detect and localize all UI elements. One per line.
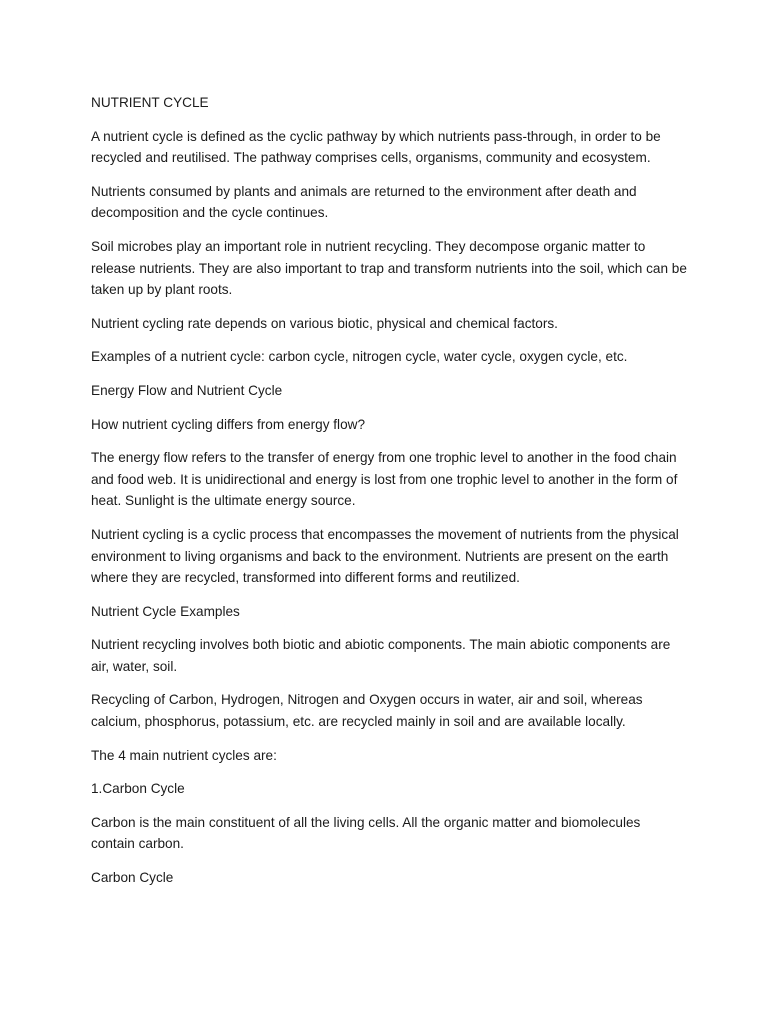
section-heading-examples: Nutrient Cycle Examples	[91, 603, 240, 619]
document-title: NUTRIENT CYCLE	[91, 95, 209, 110]
subheading-carbon-cycle: Carbon Cycle	[91, 870, 174, 886]
document-body	[91, 92, 687, 901]
paragraph-definition: A nutrient cycle is defined as the cyclic pathway by which nutrients pass-through, in order to be recycled and reutilised. The pathway comprises cells, organisms, community and ecosystem.	[91, 128, 661, 166]
paragraph-examples: Examples of a nutrient cycle: carbon cycle, nitrogen cycle, water cycle, oxygen cycle, etc.	[91, 349, 628, 365]
paragraph-main-cycles-intro: The 4 main nutrient cycles are:	[91, 747, 277, 763]
list-item-carbon-cycle: 1.Carbon Cycle	[91, 781, 185, 797]
paragraph-carbon: Carbon is the main constituent of all the living cells. All the organic matter and biomolecules contain carbon.	[91, 814, 641, 852]
paragraph-cycling-rate: Nutrient cycling rate depends on various biotic, physical and chemical factors.	[91, 315, 558, 331]
question-heading: How nutrient cycling differs from energy flow?	[91, 416, 366, 432]
paragraph-return-to-environment: Nutrients consumed by plants and animals are returned to the environment after death and decomposition and the cycle continues.	[91, 183, 637, 221]
section-heading-energy-flow: Energy Flow and Nutrient Cycle	[91, 382, 283, 398]
paragraph-soil-microbes: Soil microbes play an important role in nutrient recycling. They decompose organic matter to release nutrients. They are also important to trap and transform nutrients into the soil, which can be taken up by plant roots.	[91, 238, 687, 298]
paragraph-recycling-elements: Recycling of Carbon, Hydrogen, Nitrogen and Oxygen occurs in water, air and soil, whereas calcium, phosphorus, potassium, etc. are recycled mainly in soil and are available locally.	[91, 692, 643, 730]
paragraph-nutrient-cycling: Nutrient cycling is a cyclic process that encompasses the movement of nutrients from the physical environment to living organisms and back to the environment. Nutrients are present on the earth where they are recycled, transformed into different forms and reutilized.	[91, 526, 679, 586]
paragraph-components: Nutrient recycling involves both biotic and abiotic components. The main abiotic components are air, water, soil.	[91, 637, 671, 674]
paragraph-energy-flow: The energy flow refers to the transfer of energy from one trophic level to another in the food chain and food web. It is unidirectional and energy is lost from one trophic level to another in the form of heat. Sunlight is the ultimate energy source.	[91, 450, 678, 509]
